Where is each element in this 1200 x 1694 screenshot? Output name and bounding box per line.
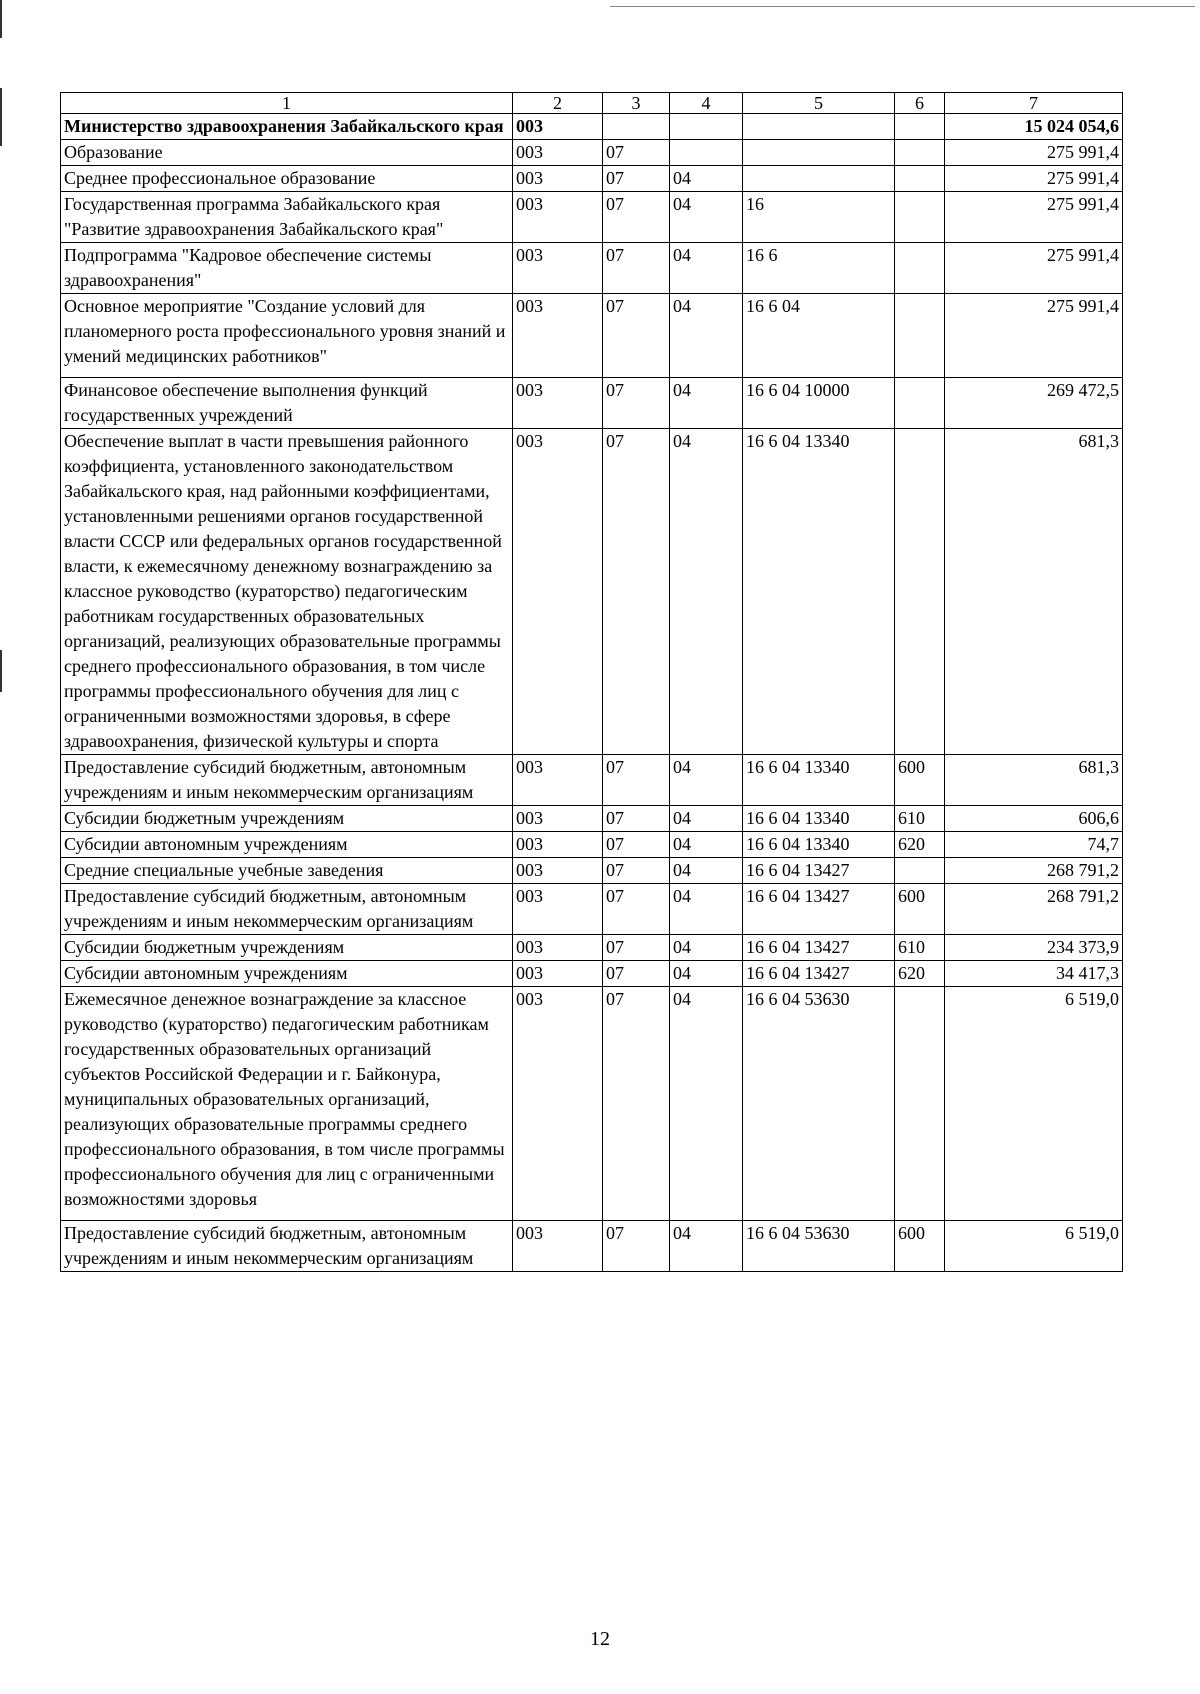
row-gr-code-cell: 003 — [513, 140, 603, 166]
row-name-cell: Предоставление субсидий бюджетным, автономным учреждениям и иным некоммерческим организациям — [61, 1221, 513, 1272]
row-amount-cell: 275 991,4 — [945, 294, 1123, 378]
row-csr-code-cell: 16 6 04 13340 — [743, 806, 895, 832]
row-gr-code-cell: 003 — [513, 294, 603, 378]
row-pr-code-cell: 04 — [670, 166, 743, 192]
row-rz-code-cell: 07 — [603, 1221, 670, 1272]
row-csr-code-cell: 16 6 04 13427 — [743, 961, 895, 987]
row-rz-code-cell: 07 — [603, 832, 670, 858]
column-header: 5 — [743, 93, 895, 114]
row-gr-code-cell: 003 — [513, 987, 603, 1221]
row-csr-code-cell: 16 6 — [743, 243, 895, 294]
row-rz-code-cell: 07 — [603, 166, 670, 192]
row-rz-code-cell: 07 — [603, 243, 670, 294]
row-vr-code-cell — [895, 987, 945, 1221]
row-gr-code-cell: 003 — [513, 378, 603, 429]
row-gr-code-cell: 003 — [513, 935, 603, 961]
row-csr-code-cell: 16 6 04 10000 — [743, 378, 895, 429]
row-gr-code-cell: 003 — [513, 832, 603, 858]
row-gr-code-cell: 003 — [513, 961, 603, 987]
table-row — [61, 243, 1123, 294]
table-row — [61, 935, 1123, 961]
table-row — [61, 429, 1123, 755]
row-amount-cell: 681,3 — [945, 755, 1123, 806]
row-amount-cell: 268 791,2 — [945, 884, 1123, 935]
row-vr-code-cell: 610 — [895, 806, 945, 832]
row-gr-code-cell: 003 — [513, 858, 603, 884]
row-vr-code-cell: 610 — [895, 935, 945, 961]
row-csr-code-cell: 16 6 04 — [743, 294, 895, 378]
row-name-cell: Субсидии автономным учреждениям — [61, 961, 513, 987]
row-amount-cell: 275 991,4 — [945, 243, 1123, 294]
row-pr-code-cell: 04 — [670, 1221, 743, 1272]
row-rz-code-cell: 07 — [603, 140, 670, 166]
row-csr-code-cell: 16 6 04 13427 — [743, 935, 895, 961]
row-csr-code-cell: 16 — [743, 192, 895, 243]
column-header-row — [61, 93, 1123, 114]
row-pr-code-cell: 04 — [670, 884, 743, 935]
row-vr-code-cell — [895, 294, 945, 378]
row-pr-code-cell: 04 — [670, 961, 743, 987]
row-vr-code-cell — [895, 192, 945, 243]
table-row — [61, 858, 1123, 884]
table-body — [61, 114, 1123, 1272]
row-pr-code-cell: 04 — [670, 294, 743, 378]
row-amount-cell: 275 991,4 — [945, 140, 1123, 166]
row-vr-code-cell: 620 — [895, 961, 945, 987]
row-amount-cell: 74,7 — [945, 832, 1123, 858]
row-name-cell: Обеспечение выплат в части превышения районного коэффициента, установленного законодательством Забайкальского края, над районными коэффициентами, установленными решениями органов государственной власти СССР или федеральных органов государственной власти, к ежемесячному денежному вознаграждению за классное руководство (кураторство) педагогическим работникам государственных образовательных организаций, реализующих образовательные программы среднего профессионального образования, в том числе программы профессионального обучения для лиц с ограниченными возможностями здоровья, в сфере здравоохранения, физической культуры и спорта — [61, 429, 513, 755]
row-name-cell: Министерство здравоохранения Забайкальского края — [61, 114, 513, 140]
row-rz-code-cell: 07 — [603, 192, 670, 243]
row-name-cell: Ежемесячное денежное вознаграждение за классное руководство (кураторство) педагогическим работникам государственных образовательных организаций субъектов Российской Федерации и г. Байконура, муниципальных образовательных организаций, реализующих образовательные программы среднего профессионального образования, в том числе программы профессионального обучения для лиц с ограниченными возможностями здоровья — [61, 987, 513, 1221]
row-gr-code-cell: 003 — [513, 166, 603, 192]
row-amount-cell: 6 519,0 — [945, 987, 1123, 1221]
row-gr-code-cell: 003 — [513, 114, 603, 140]
row-amount-cell: 6 519,0 — [945, 1221, 1123, 1272]
row-pr-code-cell — [670, 114, 743, 140]
row-vr-code-cell: 600 — [895, 755, 945, 806]
row-pr-code-cell: 04 — [670, 192, 743, 243]
row-pr-code-cell: 04 — [670, 935, 743, 961]
row-pr-code-cell: 04 — [670, 378, 743, 429]
row-gr-code-cell: 003 — [513, 755, 603, 806]
row-amount-cell: 269 472,5 — [945, 378, 1123, 429]
row-gr-code-cell: 003 — [513, 192, 603, 243]
row-amount-cell: 606,6 — [945, 806, 1123, 832]
row-name-cell: Средние специальные учебные заведения — [61, 858, 513, 884]
row-csr-code-cell: 16 6 04 13427 — [743, 884, 895, 935]
table-row — [61, 832, 1123, 858]
table-row — [61, 114, 1123, 140]
row-pr-code-cell: 04 — [670, 858, 743, 884]
row-name-cell: Предоставление субсидий бюджетным, автономным учреждениям и иным некоммерческим организациям — [61, 884, 513, 935]
row-csr-code-cell: 16 6 04 13340 — [743, 832, 895, 858]
table-row — [61, 140, 1123, 166]
row-pr-code-cell: 04 — [670, 806, 743, 832]
row-rz-code-cell: 07 — [603, 378, 670, 429]
row-vr-code-cell — [895, 378, 945, 429]
row-csr-code-cell — [743, 140, 895, 166]
row-name-cell: Финансовое обеспечение выполнения функций государственных учреждений — [61, 378, 513, 429]
row-rz-code-cell: 07 — [603, 806, 670, 832]
column-header: 7 — [945, 93, 1123, 114]
row-csr-code-cell — [743, 114, 895, 140]
row-pr-code-cell: 04 — [670, 755, 743, 806]
row-vr-code-cell — [895, 114, 945, 140]
row-rz-code-cell: 07 — [603, 858, 670, 884]
row-rz-code-cell: 07 — [603, 429, 670, 755]
row-csr-code-cell: 16 6 04 13427 — [743, 858, 895, 884]
row-name-cell: Основное мероприятие "Создание условий для планомерного роста профессионального уровня знаний и умений медицинских работников" — [61, 294, 513, 378]
column-header: 6 — [895, 93, 945, 114]
row-rz-code-cell: 07 — [603, 294, 670, 378]
row-vr-code-cell: 600 — [895, 1221, 945, 1272]
row-vr-code-cell — [895, 166, 945, 192]
row-csr-code-cell: 16 6 04 53630 — [743, 987, 895, 1221]
row-amount-cell: 275 991,4 — [945, 192, 1123, 243]
row-gr-code-cell: 003 — [513, 1221, 603, 1272]
row-rz-code-cell: 07 — [603, 987, 670, 1221]
row-csr-code-cell: 16 6 04 53630 — [743, 1221, 895, 1272]
row-rz-code-cell: 07 — [603, 935, 670, 961]
row-name-cell: Субсидии автономным учреждениям — [61, 832, 513, 858]
row-csr-code-cell — [743, 166, 895, 192]
page-number: 12 — [590, 1628, 610, 1650]
row-amount-cell: 268 791,2 — [945, 858, 1123, 884]
budget-table-page — [60, 92, 1122, 1272]
table-row — [61, 1221, 1123, 1272]
scan-artifact-mark — [0, 0, 2, 38]
row-amount-cell: 15 024 054,6 — [945, 114, 1123, 140]
budget-table — [60, 92, 1123, 1272]
row-name-cell: Образование — [61, 140, 513, 166]
row-pr-code-cell: 04 — [670, 987, 743, 1221]
row-gr-code-cell: 003 — [513, 806, 603, 832]
row-name-cell: Субсидии бюджетным учреждениям — [61, 935, 513, 961]
row-gr-code-cell: 003 — [513, 429, 603, 755]
row-amount-cell: 681,3 — [945, 429, 1123, 755]
table-row — [61, 755, 1123, 806]
row-amount-cell: 34 417,3 — [945, 961, 1123, 987]
column-header: 4 — [670, 93, 743, 114]
row-name-cell: Государственная программа Забайкальского края "Развитие здравоохранения Забайкальского края" — [61, 192, 513, 243]
row-gr-code-cell: 003 — [513, 884, 603, 935]
row-rz-code-cell: 07 — [603, 884, 670, 935]
row-csr-code-cell: 16 6 04 13340 — [743, 755, 895, 806]
row-pr-code-cell: 04 — [670, 243, 743, 294]
scan-artifact-mark — [0, 88, 2, 146]
row-amount-cell: 275 991,4 — [945, 166, 1123, 192]
row-vr-code-cell: 600 — [895, 884, 945, 935]
column-header: 2 — [513, 93, 603, 114]
table-row — [61, 987, 1123, 1221]
table-row — [61, 166, 1123, 192]
row-gr-code-cell: 003 — [513, 243, 603, 294]
table-row — [61, 378, 1123, 429]
column-header: 3 — [603, 93, 670, 114]
row-vr-code-cell — [895, 429, 945, 755]
row-csr-code-cell: 16 6 04 13340 — [743, 429, 895, 755]
row-name-cell: Предоставление субсидий бюджетным, автономным учреждениям и иным некоммерческим организациям — [61, 755, 513, 806]
table-row — [61, 192, 1123, 243]
row-pr-code-cell — [670, 140, 743, 166]
row-name-cell: Субсидии бюджетным учреждениям — [61, 806, 513, 832]
row-name-cell: Среднее профессиональное образование — [61, 166, 513, 192]
table-row — [61, 884, 1123, 935]
row-rz-code-cell — [603, 114, 670, 140]
row-amount-cell: 234 373,9 — [945, 935, 1123, 961]
scan-artifact-line — [610, 6, 1195, 7]
row-vr-code-cell — [895, 140, 945, 166]
row-name-cell: Подпрограмма "Кадровое обеспечение системы здравоохранения" — [61, 243, 513, 294]
row-rz-code-cell: 07 — [603, 961, 670, 987]
row-rz-code-cell: 07 — [603, 755, 670, 806]
row-vr-code-cell — [895, 243, 945, 294]
table-row — [61, 961, 1123, 987]
row-pr-code-cell: 04 — [670, 429, 743, 755]
row-vr-code-cell: 620 — [895, 832, 945, 858]
row-vr-code-cell — [895, 858, 945, 884]
table-row — [61, 294, 1123, 378]
scan-artifact-mark — [0, 650, 2, 692]
table-row — [61, 806, 1123, 832]
row-pr-code-cell: 04 — [670, 832, 743, 858]
column-header: 1 — [61, 93, 513, 114]
